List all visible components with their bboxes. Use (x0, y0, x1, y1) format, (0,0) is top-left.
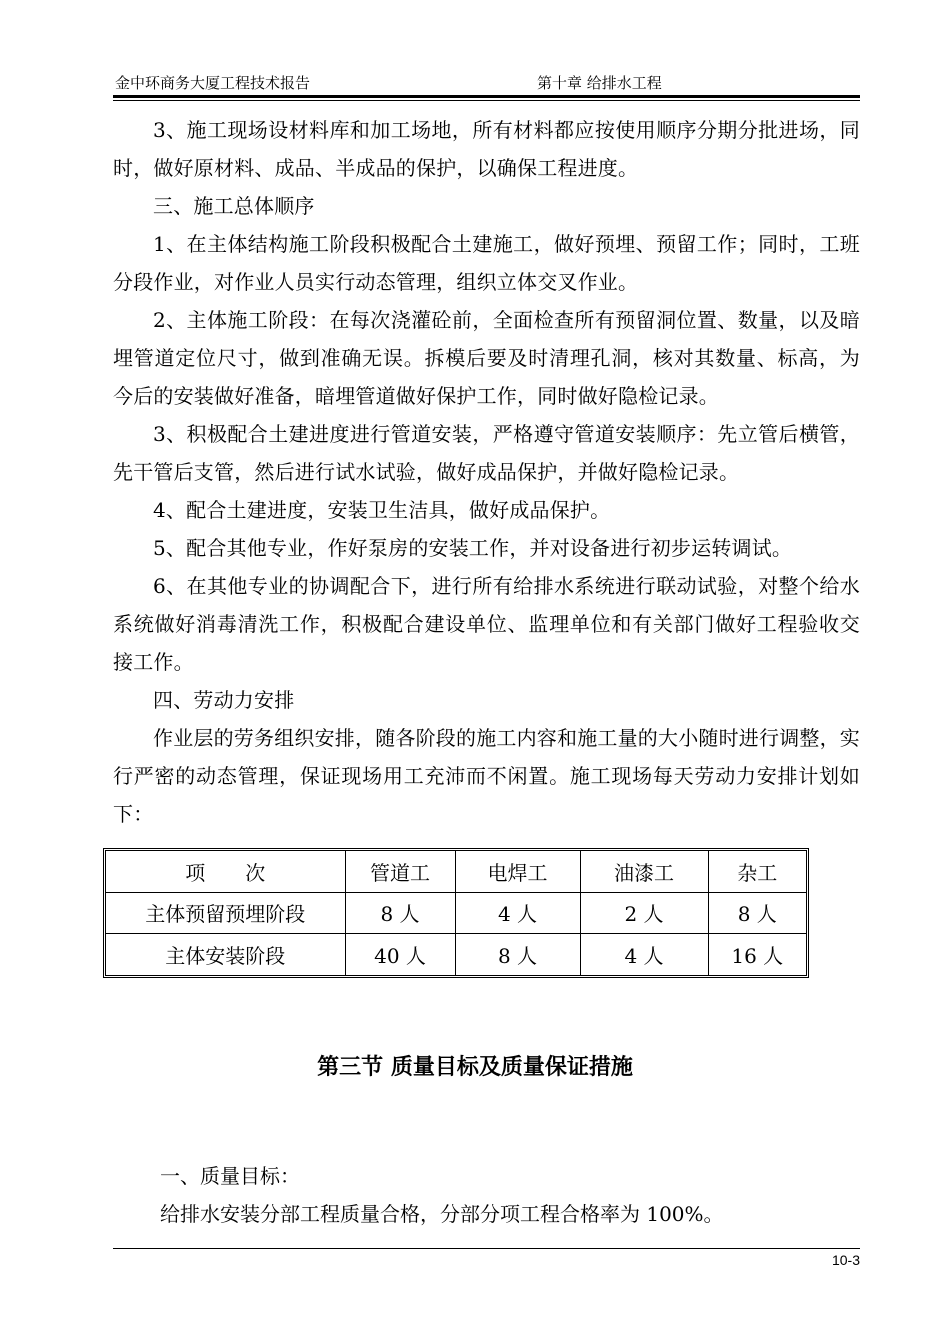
table-cell: 8 人 (455, 934, 580, 975)
table-cell: 2 人 (580, 892, 708, 934)
table-header-cell: 项 次 (106, 851, 345, 892)
table-cell: 16 人 (708, 934, 806, 975)
table-header-cell: 杂工 (708, 851, 806, 892)
table-cell: 主体安装阶段 (106, 934, 345, 975)
table-header-cell: 管道工 (345, 851, 455, 892)
paragraph: 5、配合其他专业，作好泵房的安装工作，并对设备进行初步运转调试。 (153, 536, 793, 560)
subheading: 四、劳动力安排 (153, 688, 295, 712)
table-header-row (106, 851, 806, 892)
section-title: 第三节 质量目标及质量保证措施 (317, 1055, 633, 1080)
header-rule-thick (113, 95, 860, 98)
quality-text: 给排水安装分部工程质量合格，分部分项工程合格率为 100%。 (160, 1202, 724, 1226)
paragraph: 6、在其他专业的协调配合下，进行所有给排水系统进行联动试验，对整个给水系统做好消毒清洗工作，积极配合建设单位、监理单位和有关部门做好工程验收交接工作。 (113, 574, 860, 674)
table-cell: 8 人 (345, 892, 455, 934)
footer-rule (113, 1248, 860, 1249)
table-row (106, 892, 806, 934)
body-text (113, 111, 860, 833)
table-cell: 4 人 (580, 934, 708, 975)
table-header-cell: 电焊工 (455, 851, 580, 892)
table-cell: 主体预留预埋阶段 (106, 892, 345, 934)
table-header-cell: 油漆工 (580, 851, 708, 892)
paragraph: 作业层的劳务组织安排，随各阶段的施工内容和施工量的大小随时进行调整，实行严密的动态管理，保证现场用工充沛而不闲置。施工现场每天劳动力安排计划如下： (113, 726, 860, 826)
paragraph: 4、配合土建进度，安装卫生洁具，做好成品保护。 (153, 498, 611, 522)
table-cell: 4 人 (455, 892, 580, 934)
page-number: 10-3 (831, 1252, 860, 1268)
header-rule-thin (113, 100, 860, 101)
paragraph: 2、主体施工阶段：在每次浇灌砼前，全面检查所有预留洞位置、数量，以及暗埋管道定位尺寸，做到准确无误。拆模后要及时清理孔洞，核对其数量、标高，为今后的安装做好准备，暗埋管道做好保护工作，同时做好隐检记录。 (113, 308, 860, 408)
table-row (106, 934, 806, 975)
labor-table (103, 848, 809, 978)
paragraph: 1、在主体结构施工阶段积极配合土建施工，做好预埋、预留工作；同时，工班分段作业，对作业人员实行动态管理，组织立体交叉作业。 (113, 232, 860, 294)
table-cell: 8 人 (708, 892, 806, 934)
paragraph: 3、积极配合土建进度进行管道安装，严格遵守管道安装顺序：先立管后横管，先干管后支管，然后进行试水试验，做好成品保护，并做好隐检记录。 (113, 422, 860, 484)
page-header (113, 70, 860, 90)
quality-heading: 一、质量目标： (160, 1164, 300, 1188)
header-report-title: 金中环商务大厦工程技术报告 (115, 74, 311, 92)
table-cell: 40 人 (345, 934, 455, 975)
paragraph: 3、施工现场设材料库和加工场地，所有材料都应按使用顺序分期分批进场，同时，做好原材料、成品、半成品的保护，以确保工程进度。 (113, 118, 860, 180)
header-chapter-title: 第十章 给排水工程 (537, 74, 662, 92)
subheading: 三、施工总体顺序 (153, 194, 315, 218)
